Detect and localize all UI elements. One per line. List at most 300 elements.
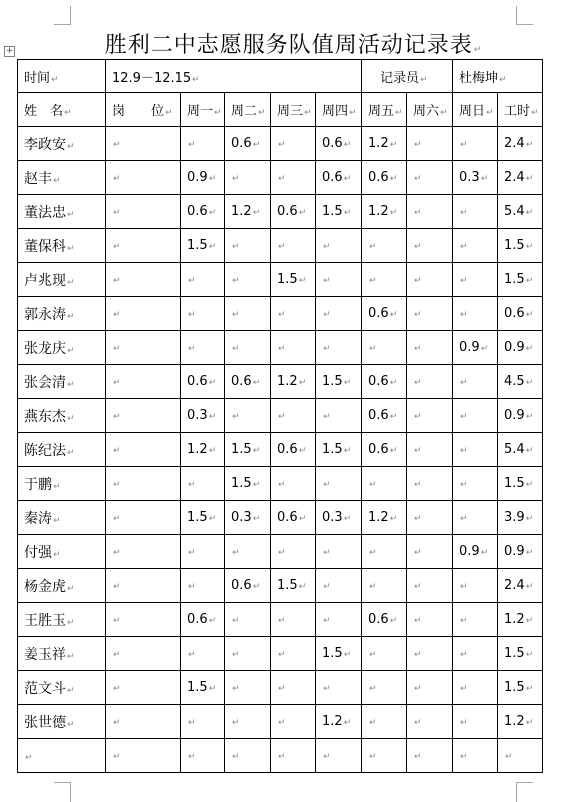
paragraph-mark-icon: ↵: [232, 242, 240, 252]
paragraph-mark-icon: ↵: [208, 412, 217, 422]
day-hours-cell[interactable]: [453, 365, 498, 399]
paragraph-mark-icon: ↵: [232, 752, 240, 762]
recorder-label: 记录员: [380, 70, 420, 86]
day-hours-cell[interactable]: [362, 569, 407, 603]
day-hours-cell[interactable]: [181, 535, 225, 569]
col-header-label: 周日: [459, 104, 486, 119]
day-hours-cell[interactable]: [181, 671, 225, 705]
day-hours-cell[interactable]: [225, 195, 271, 229]
day-hours-cell[interactable]: [407, 739, 453, 773]
day-hours-cell[interactable]: [271, 569, 316, 603]
post-cell[interactable]: [106, 229, 181, 263]
paragraph-mark-icon: ↵: [113, 684, 121, 694]
day-hours-cell[interactable]: [316, 127, 362, 161]
day-hours-cell[interactable]: [362, 433, 407, 467]
hours-cell[interactable]: [498, 739, 543, 773]
paragraph-mark-icon: ↵: [298, 208, 307, 218]
hours-cell[interactable]: [498, 229, 543, 263]
col-header-post[interactable]: [106, 93, 181, 127]
paragraph-mark-icon: ↵: [188, 276, 196, 286]
paragraph-mark-icon: ↵: [525, 480, 534, 490]
name-cell[interactable]: [18, 535, 106, 569]
cell-value: 0.9: [504, 544, 525, 559]
cell-value: 1.5: [187, 238, 208, 253]
day-hours-cell[interactable]: [271, 263, 316, 297]
hours-cell[interactable]: [498, 535, 543, 569]
name-cell[interactable]: [18, 263, 106, 297]
day-hours-cell[interactable]: [316, 331, 362, 365]
day-hours-cell[interactable]: [225, 399, 271, 433]
day-hours-cell[interactable]: [407, 399, 453, 433]
post-cell[interactable]: [106, 467, 181, 501]
day-hours-cell[interactable]: [181, 297, 225, 331]
paragraph-mark-icon: ↵: [323, 548, 331, 558]
day-hours-cell[interactable]: [407, 297, 453, 331]
name-cell[interactable]: [18, 603, 106, 637]
post-cell[interactable]: [106, 637, 181, 671]
day-hours-cell[interactable]: [362, 637, 407, 671]
paragraph-mark-icon: ↵: [298, 514, 307, 524]
paragraph-mark-icon: ↵: [67, 651, 75, 662]
column-header-row: [18, 93, 543, 127]
day-hours-cell[interactable]: [225, 569, 271, 603]
paragraph-mark-icon: ↵: [67, 311, 75, 322]
paragraph-mark-icon: ↵: [278, 480, 286, 490]
day-hours-cell[interactable]: [453, 671, 498, 705]
day-hours-cell[interactable]: [181, 467, 225, 501]
col-header-wed[interactable]: [271, 93, 316, 127]
name-cell[interactable]: [18, 705, 106, 739]
cell-value: 1.2: [368, 510, 389, 525]
day-hours-cell[interactable]: [316, 399, 362, 433]
table-row: [18, 331, 543, 365]
paragraph-mark-icon: ↵: [208, 514, 217, 524]
paragraph-mark-icon: ↵: [113, 718, 121, 728]
table-row: [18, 263, 543, 297]
day-hours-cell[interactable]: [407, 127, 453, 161]
day-hours-cell[interactable]: [271, 229, 316, 263]
hours-cell[interactable]: [498, 705, 543, 739]
post-cell[interactable]: [106, 603, 181, 637]
paragraph-mark-icon: ↵: [343, 174, 352, 184]
day-hours-cell[interactable]: [316, 535, 362, 569]
day-hours-cell[interactable]: [407, 671, 453, 705]
post-cell[interactable]: [106, 671, 181, 705]
day-hours-cell[interactable]: [407, 569, 453, 603]
day-hours-cell[interactable]: [362, 705, 407, 739]
paragraph-mark-icon: ↵: [395, 108, 403, 118]
hours-cell[interactable]: [498, 195, 543, 229]
day-hours-cell[interactable]: [407, 331, 453, 365]
cell-value: 0.6: [368, 170, 389, 185]
paragraph-mark-icon: ↵: [252, 514, 261, 524]
col-header-sun[interactable]: [453, 93, 498, 127]
hours-cell[interactable]: [498, 399, 543, 433]
post-cell[interactable]: [106, 297, 181, 331]
name-cell[interactable]: [18, 229, 106, 263]
day-hours-cell[interactable]: [271, 331, 316, 365]
day-hours-cell[interactable]: [453, 229, 498, 263]
day-hours-cell[interactable]: [316, 637, 362, 671]
paragraph-mark-icon: ↵: [343, 378, 352, 388]
hours-cell[interactable]: [498, 467, 543, 501]
col-header-label: 周六: [413, 104, 440, 119]
hours-cell[interactable]: [498, 297, 543, 331]
day-hours-cell[interactable]: [316, 501, 362, 535]
paragraph-mark-icon: ↵: [323, 412, 331, 422]
name-cell[interactable]: [18, 195, 106, 229]
day-hours-cell[interactable]: [407, 365, 453, 399]
paragraph-mark-icon: ↵: [188, 718, 196, 728]
cell-value: 1.2: [187, 442, 208, 457]
day-hours-cell[interactable]: [453, 297, 498, 331]
day-hours-cell[interactable]: [316, 603, 362, 637]
paragraph-mark-icon: ↵: [414, 752, 422, 762]
day-hours-cell[interactable]: [453, 195, 498, 229]
paragraph-mark-icon: ↵: [414, 242, 422, 252]
day-hours-cell[interactable]: [362, 739, 407, 773]
paragraph-mark-icon: ↵: [67, 141, 75, 152]
hours-cell[interactable]: [498, 161, 543, 195]
name-cell[interactable]: [18, 467, 106, 501]
day-hours-cell[interactable]: [453, 501, 498, 535]
day-hours-cell[interactable]: [362, 399, 407, 433]
cell-value: 0.6: [504, 306, 525, 321]
hours-cell[interactable]: [498, 671, 543, 705]
paragraph-mark-icon: ↵: [460, 378, 468, 388]
day-hours-cell[interactable]: [316, 467, 362, 501]
cell-value: 0.6: [187, 612, 208, 627]
day-hours-cell[interactable]: [316, 671, 362, 705]
day-hours-cell[interactable]: [316, 229, 362, 263]
day-hours-cell[interactable]: [181, 195, 225, 229]
day-hours-cell[interactable]: [316, 365, 362, 399]
day-hours-cell[interactable]: [271, 739, 316, 773]
col-header-mon[interactable]: [181, 93, 225, 127]
paragraph-mark-icon: ↵: [232, 310, 240, 320]
paragraph-mark-icon: ↵: [389, 140, 398, 150]
day-hours-cell[interactable]: [181, 399, 225, 433]
day-hours-cell[interactable]: [181, 603, 225, 637]
volunteer-name: 杨金虎: [24, 578, 66, 595]
day-hours-cell[interactable]: [271, 501, 316, 535]
day-hours-cell[interactable]: [271, 637, 316, 671]
day-hours-cell[interactable]: [271, 671, 316, 705]
post-cell[interactable]: [106, 399, 181, 433]
day-hours-cell[interactable]: [316, 705, 362, 739]
day-hours-cell[interactable]: [225, 161, 271, 195]
day-hours-cell[interactable]: [362, 263, 407, 297]
cell-value: 1.5: [322, 646, 343, 661]
day-hours-cell[interactable]: [453, 433, 498, 467]
day-hours-cell[interactable]: [225, 603, 271, 637]
day-hours-cell[interactable]: [362, 603, 407, 637]
day-hours-cell[interactable]: [407, 229, 453, 263]
name-cell[interactable]: [18, 161, 106, 195]
volunteer-name: 陈纪法: [24, 442, 66, 459]
day-hours-cell[interactable]: [316, 195, 362, 229]
post-cell[interactable]: [106, 535, 181, 569]
name-cell[interactable]: [18, 331, 106, 365]
volunteer-name: 付强: [24, 544, 52, 561]
day-hours-cell[interactable]: [271, 127, 316, 161]
paragraph-mark-icon: ↵: [460, 514, 468, 524]
day-hours-cell[interactable]: [362, 229, 407, 263]
post-cell[interactable]: [106, 433, 181, 467]
paragraph-mark-icon: ↵: [278, 344, 286, 354]
day-hours-cell[interactable]: [316, 433, 362, 467]
day-hours-cell[interactable]: [225, 671, 271, 705]
day-hours-cell[interactable]: [453, 331, 498, 365]
name-cell[interactable]: [18, 433, 106, 467]
col-header-sat[interactable]: [407, 93, 453, 127]
day-hours-cell[interactable]: [453, 705, 498, 739]
cell-value: 0.9: [504, 408, 525, 423]
name-cell[interactable]: [18, 569, 106, 603]
day-hours-cell[interactable]: [181, 501, 225, 535]
paragraph-mark-icon: ↵: [414, 208, 422, 218]
cell-value: 1.5: [504, 476, 525, 491]
paragraph-mark-icon: ↵: [278, 616, 286, 626]
paragraph-mark-icon: ↵: [369, 752, 377, 762]
recorder-label-cell[interactable]: [362, 60, 453, 93]
day-hours-cell[interactable]: [225, 297, 271, 331]
day-hours-cell[interactable]: [407, 433, 453, 467]
recorder-name-cell[interactable]: [453, 60, 543, 93]
crop-mark-bottom-left: [54, 782, 71, 802]
paragraph-mark-icon: ↵: [113, 582, 121, 592]
hours-cell[interactable]: [498, 637, 543, 671]
day-hours-cell[interactable]: [181, 569, 225, 603]
name-cell[interactable]: [18, 399, 106, 433]
col-header-tue[interactable]: [225, 93, 271, 127]
paragraph-mark-icon: ↵: [278, 650, 286, 660]
paragraph-mark-icon: ↵: [525, 718, 534, 728]
day-hours-cell[interactable]: [181, 365, 225, 399]
day-hours-cell[interactable]: [225, 467, 271, 501]
day-hours-cell[interactable]: [453, 535, 498, 569]
hours-cell[interactable]: [498, 569, 543, 603]
paragraph-mark-icon: ↵: [67, 447, 75, 458]
name-cell[interactable]: [18, 739, 106, 773]
day-hours-cell[interactable]: [225, 637, 271, 671]
hours-cell[interactable]: [498, 331, 543, 365]
day-hours-cell[interactable]: [181, 229, 225, 263]
day-hours-cell[interactable]: [181, 263, 225, 297]
day-hours-cell[interactable]: [453, 127, 498, 161]
cell-value: 1.5: [231, 442, 252, 457]
day-hours-cell[interactable]: [225, 705, 271, 739]
day-hours-cell[interactable]: [362, 127, 407, 161]
cell-value: 0.9: [459, 340, 480, 355]
paragraph-mark-icon: ↵: [278, 752, 286, 762]
cell-value: 0.6: [277, 510, 298, 525]
day-hours-cell[interactable]: [316, 297, 362, 331]
col-header-hours[interactable]: [498, 93, 543, 127]
col-header-thu[interactable]: [316, 93, 362, 127]
name-cell[interactable]: [18, 671, 106, 705]
day-hours-cell[interactable]: [225, 535, 271, 569]
day-hours-cell[interactable]: [316, 739, 362, 773]
table-move-handle-icon[interactable]: +: [5, 46, 14, 56]
day-hours-cell[interactable]: [453, 399, 498, 433]
date-range-cell[interactable]: [106, 60, 362, 93]
day-hours-cell[interactable]: [453, 637, 498, 671]
col-header-label: 周五: [368, 104, 395, 119]
table-row: [18, 365, 543, 399]
day-hours-cell[interactable]: [271, 297, 316, 331]
paragraph-mark-icon: ↵: [252, 582, 261, 592]
day-hours-cell[interactable]: [453, 467, 498, 501]
hours-cell[interactable]: [498, 501, 543, 535]
day-hours-cell[interactable]: [181, 705, 225, 739]
paragraph-mark-icon: ↵: [414, 718, 422, 728]
day-hours-cell[interactable]: [181, 331, 225, 365]
day-hours-cell[interactable]: [225, 501, 271, 535]
day-hours-cell[interactable]: [271, 467, 316, 501]
post-cell[interactable]: [106, 331, 181, 365]
post-cell[interactable]: [106, 263, 181, 297]
hours-cell[interactable]: [498, 127, 543, 161]
day-hours-cell[interactable]: [407, 501, 453, 535]
day-hours-cell[interactable]: [316, 161, 362, 195]
day-hours-cell[interactable]: [271, 603, 316, 637]
day-hours-cell[interactable]: [453, 263, 498, 297]
day-hours-cell[interactable]: [225, 127, 271, 161]
day-hours-cell[interactable]: [453, 569, 498, 603]
day-hours-cell[interactable]: [453, 739, 498, 773]
volunteer-name: 范文斗: [24, 680, 66, 697]
day-hours-cell[interactable]: [271, 433, 316, 467]
paragraph-mark-icon: ↵: [278, 684, 286, 694]
day-hours-cell[interactable]: [181, 739, 225, 773]
post-cell[interactable]: [106, 501, 181, 535]
paragraph-mark-icon: ↵: [389, 174, 398, 184]
name-cell[interactable]: [18, 127, 106, 161]
crop-mark-top-right: [516, 6, 533, 25]
name-cell[interactable]: [18, 501, 106, 535]
day-hours-cell[interactable]: [362, 195, 407, 229]
day-hours-cell[interactable]: [181, 637, 225, 671]
paragraph-mark-icon: ↵: [480, 344, 489, 354]
name-cell[interactable]: [18, 365, 106, 399]
day-hours-cell[interactable]: [407, 195, 453, 229]
paragraph-mark-icon: ↵: [67, 243, 75, 254]
day-hours-cell[interactable]: [407, 263, 453, 297]
paragraph-mark-icon: ↵: [460, 684, 468, 694]
paragraph-mark-icon: ↵: [369, 344, 377, 354]
day-hours-cell[interactable]: [271, 399, 316, 433]
day-hours-cell[interactable]: [407, 535, 453, 569]
day-hours-cell[interactable]: [362, 467, 407, 501]
cell-value: 0.6: [322, 136, 343, 151]
post-cell[interactable]: [106, 569, 181, 603]
time-label-cell[interactable]: [18, 60, 106, 93]
col-header-name[interactable]: [18, 93, 106, 127]
paragraph-mark-icon: ↵: [53, 175, 61, 186]
day-hours-cell[interactable]: [453, 161, 498, 195]
paragraph-mark-icon: ↵: [53, 515, 61, 526]
name-cell[interactable]: [18, 637, 106, 671]
day-hours-cell[interactable]: [453, 603, 498, 637]
col-header-label: 周四: [322, 104, 349, 119]
hours-cell[interactable]: [498, 263, 543, 297]
paragraph-mark-icon: ↵: [113, 242, 121, 252]
day-hours-cell[interactable]: [225, 331, 271, 365]
day-hours-cell[interactable]: [181, 161, 225, 195]
name-cell[interactable]: [18, 297, 106, 331]
day-hours-cell[interactable]: [407, 705, 453, 739]
day-hours-cell[interactable]: [316, 569, 362, 603]
day-hours-cell[interactable]: [181, 127, 225, 161]
cell-value: 0.6: [277, 204, 298, 219]
day-hours-cell[interactable]: [271, 535, 316, 569]
day-hours-cell[interactable]: [362, 671, 407, 705]
day-hours-cell[interactable]: [225, 263, 271, 297]
paragraph-mark-icon: ↵: [208, 616, 217, 626]
post-cell[interactable]: [106, 365, 181, 399]
day-hours-cell[interactable]: [181, 433, 225, 467]
paragraph-mark-icon: ↵: [67, 617, 75, 628]
day-hours-cell[interactable]: [407, 161, 453, 195]
day-hours-cell[interactable]: [225, 433, 271, 467]
day-hours-cell[interactable]: [362, 331, 407, 365]
day-hours-cell[interactable]: [362, 535, 407, 569]
day-hours-cell[interactable]: [362, 501, 407, 535]
paragraph-mark-icon: ↵: [278, 310, 286, 320]
day-hours-cell[interactable]: [407, 637, 453, 671]
day-hours-cell[interactable]: [271, 161, 316, 195]
paragraph-mark-icon: ↵: [323, 684, 331, 694]
hours-cell[interactable]: [498, 603, 543, 637]
cell-value: 1.5: [322, 204, 343, 219]
post-cell[interactable]: [106, 705, 181, 739]
paragraph-mark-icon: ↵: [414, 684, 422, 694]
col-header-fri[interactable]: [362, 93, 407, 127]
paragraph-mark-icon: ↵: [323, 242, 331, 252]
recorder-name: 杜梅坤: [459, 70, 499, 86]
day-hours-cell[interactable]: [225, 365, 271, 399]
post-cell[interactable]: [106, 739, 181, 773]
paragraph-mark-icon: ↵: [67, 719, 75, 730]
post-cell[interactable]: [106, 127, 181, 161]
hours-cell[interactable]: [498, 433, 543, 467]
volunteer-name: 董保科: [24, 238, 66, 255]
paragraph-mark-icon: ↵: [343, 514, 352, 524]
day-hours-cell[interactable]: [362, 297, 407, 331]
day-hours-cell[interactable]: [407, 603, 453, 637]
day-hours-cell[interactable]: [362, 365, 407, 399]
post-cell[interactable]: [106, 161, 181, 195]
paragraph-mark-icon: ↵: [460, 718, 468, 728]
cell-value: 5.4: [504, 204, 525, 219]
day-hours-cell[interactable]: [225, 739, 271, 773]
day-hours-cell[interactable]: [407, 467, 453, 501]
paragraph-mark-icon: ↵: [525, 140, 534, 150]
day-hours-cell[interactable]: [225, 229, 271, 263]
date-range: 12.9－12.15: [112, 70, 192, 86]
day-hours-cell[interactable]: [271, 705, 316, 739]
day-hours-cell[interactable]: [271, 195, 316, 229]
hours-cell[interactable]: [498, 365, 543, 399]
day-hours-cell[interactable]: [316, 263, 362, 297]
paragraph-mark-icon: ↵: [304, 108, 312, 118]
day-hours-cell[interactable]: [271, 365, 316, 399]
paragraph-mark-icon: ↵: [188, 582, 196, 592]
day-hours-cell[interactable]: [362, 161, 407, 195]
post-cell[interactable]: [106, 195, 181, 229]
paragraph-mark-icon: ↵: [525, 174, 534, 184]
